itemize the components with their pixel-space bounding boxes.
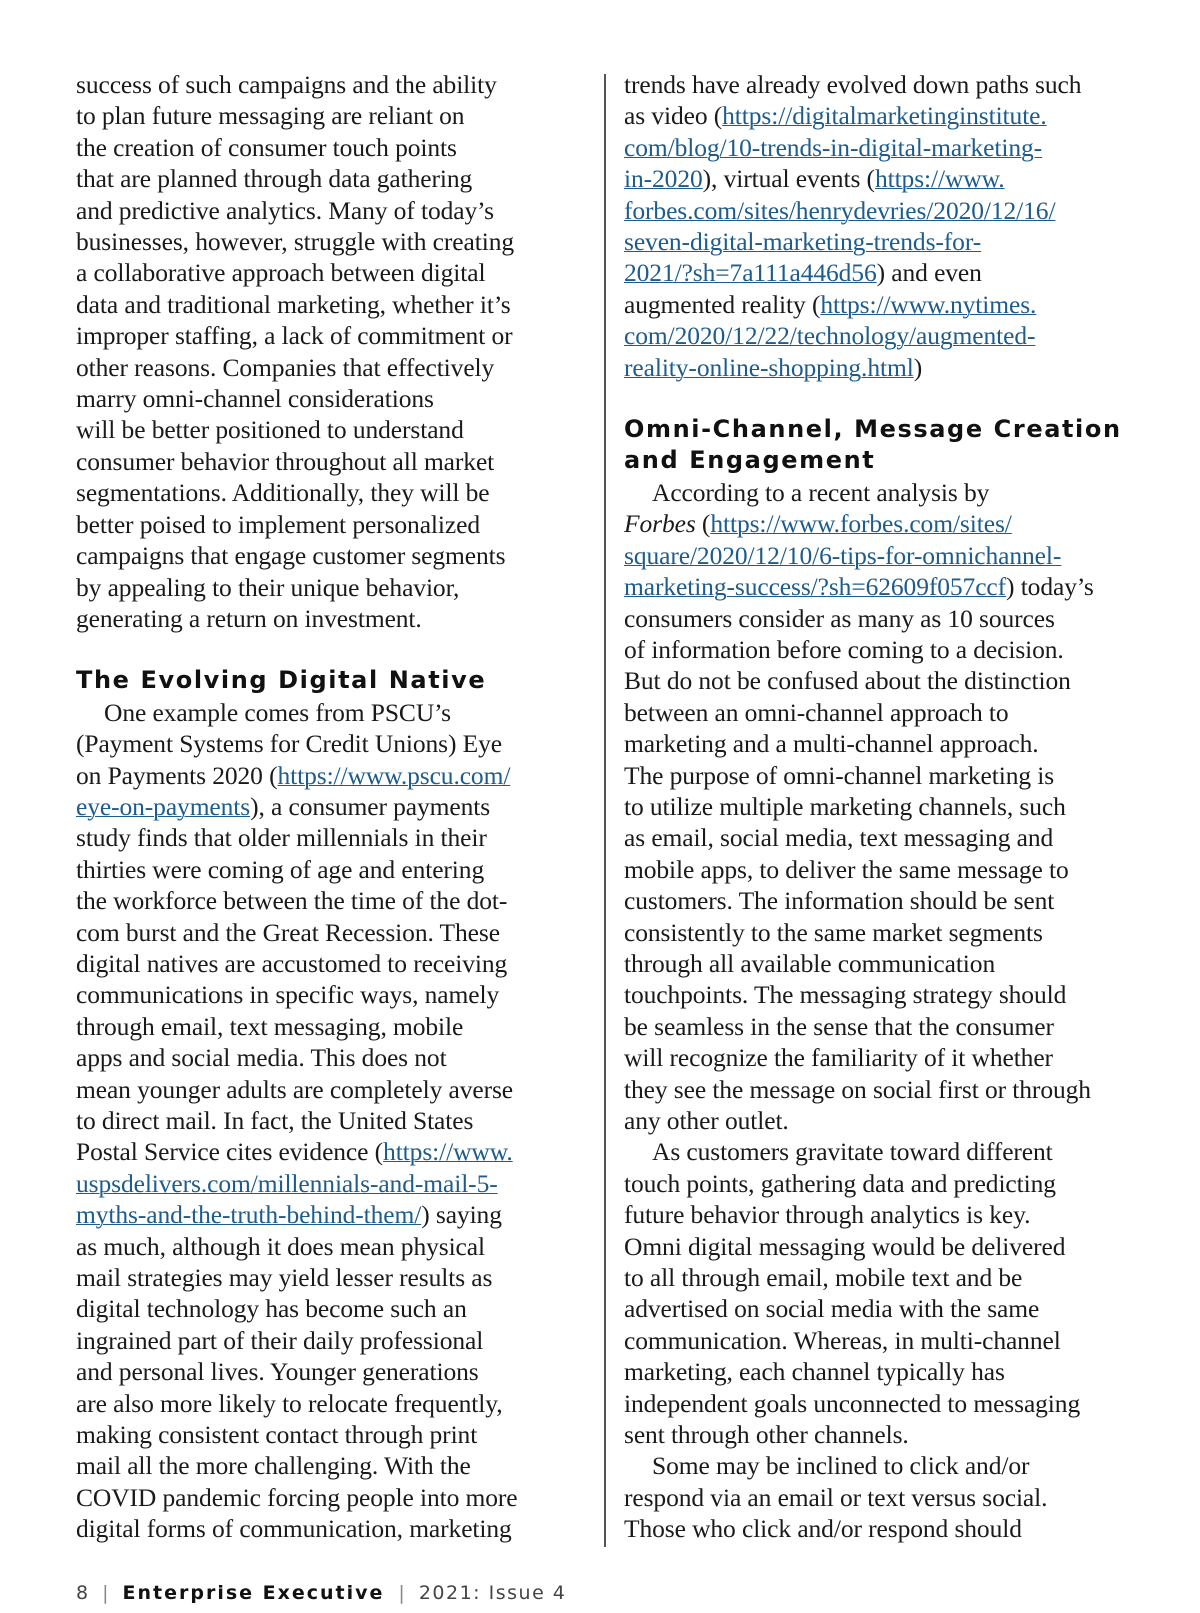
nytimes-link[interactable]: https://www.nytimes. [820, 289, 1037, 319]
text-line: through email, text messaging, mobile [76, 1011, 464, 1041]
text-line: businesses, however, struggle with creating [76, 227, 514, 257]
text-line: reality-online-shopping.html) [624, 352, 923, 382]
text-line: as email, social media, text messaging and [624, 823, 1054, 853]
text-line: improper staffing, a lack of commitment or [76, 321, 513, 351]
publication-name: Enterprise Executive [122, 1582, 385, 1604]
text-line: as video (https://digitalmarketinginstitute. [624, 101, 1047, 131]
text-line [624, 320, 1144, 351]
forbes-omnichannel-link[interactable]: marketing-success/?sh=62609f057ccf [624, 572, 1007, 602]
text-line: According to a recent analysis by [652, 477, 990, 507]
text-line: marry omni-channel considerations [76, 384, 434, 414]
text-line [624, 132, 1144, 163]
text-line: any other outlet. [624, 1106, 789, 1135]
section-heading-omni-channel: and Engagement [624, 446, 876, 475]
text-line: One example comes from PSCU’s [104, 697, 451, 727]
text-line: augmented reality (https://www.nytimes. [624, 289, 1037, 319]
text-line: better poised to implement personalized [76, 509, 480, 539]
text-line: But do not be confused about the distinction [624, 666, 1071, 696]
digital-native-paragraph [76, 697, 586, 1545]
intro-paragraph [76, 69, 586, 634]
text-line: to plan future messaging are reliant on [76, 101, 465, 131]
text-line: through all available communication [624, 948, 996, 978]
footer-separator: | [102, 1582, 109, 1604]
text-line: consistently to the same market segments [624, 917, 1043, 947]
usps-link[interactable]: uspsdelivers.com/millennials-and-mail-5- [76, 1168, 498, 1198]
text-line: as much, although it does mean physical [76, 1231, 485, 1261]
text-line: apps and social media. This does not [76, 1043, 447, 1073]
text-line: segmentations. Additionally, they will be [76, 478, 490, 508]
text-line: mail all the more challenging. With the [76, 1451, 471, 1481]
text-line: digital forms of communication, marketing [76, 1514, 512, 1544]
paragraph-gap [76, 634, 586, 665]
text-line: COVID pandemic forcing people into more [76, 1482, 518, 1512]
text-line: touch points, gathering data and predicting [624, 1168, 1056, 1198]
text-line: the workforce between the time of the dot- [76, 886, 508, 916]
text-line: they see the message on social first or through [624, 1074, 1091, 1104]
footer-separator: | [398, 1582, 405, 1604]
text-line: communication. Whereas, in multi-channel [624, 1325, 1061, 1355]
forbes-events-link[interactable]: https://www. [874, 164, 1005, 194]
usps-link[interactable]: https://www. [383, 1137, 513, 1167]
right-column [624, 69, 1144, 1545]
text-line: advertised on social media with the same [624, 1294, 1040, 1324]
text-line: ingrained part of their daily professional [76, 1325, 484, 1355]
text-line: digital technology has become such an [76, 1294, 467, 1324]
text-line: Forbes (https://www.forbes.com/sites/ [624, 509, 1012, 539]
column-divider [604, 74, 606, 1547]
text-line: that are planned through data gathering [76, 164, 473, 194]
text-line: marketing-success/?sh=62609f057ccf) today’s [624, 572, 1094, 602]
section-heading-omni-channel: Omni-Channel, Message Creation [624, 415, 1122, 444]
text-line: will recognize the familiarity of it whether [624, 1043, 1053, 1073]
text-line: communications in specific ways, namely [76, 980, 500, 1010]
usps-link[interactable]: myths-and-the-truth-behind-them/ [76, 1200, 422, 1230]
text-line: a collaborative approach between digital [76, 258, 486, 288]
text-line: on Payments 2020 (https://www.pscu.com/ [76, 760, 511, 790]
page-number: 8 [76, 1582, 89, 1604]
pscu-link[interactable]: eye-on-payments [76, 791, 251, 821]
text-line: other reasons. Companies that effectively [76, 352, 495, 382]
nytimes-link[interactable]: reality-online-shopping.html [624, 352, 914, 382]
text-line [624, 540, 1144, 571]
forbes-events-link[interactable]: forbes.com/sites/henrydevries/2020/12/16/ [624, 195, 1056, 225]
text-line: (Payment Systems for Credit Unions) Eye [76, 729, 503, 759]
text-line: Those who click and/or respond should [624, 1514, 1022, 1544]
text-line: and personal lives. Younger generations [76, 1357, 479, 1387]
section-heading-digital-native: The Evolving Digital Native [76, 666, 487, 695]
text-line: consumer behavior throughout all market [76, 446, 495, 476]
text-line: to all through email, mobile text and be [624, 1263, 1023, 1293]
nytimes-link[interactable]: com/2020/12/22/technology/augmented- [624, 321, 1036, 351]
text-line: the creation of consumer touch points [76, 132, 457, 162]
digital-marketing-institute-link[interactable]: com/blog/10-trends-in-digital-marketing- [624, 132, 1043, 162]
text-line: The purpose of omni-channel marketing is [624, 760, 1055, 790]
text-line: data and traditional marketing, whether it’s [76, 289, 511, 319]
text-line [624, 195, 1144, 226]
text-line: independent goals unconnected to messaging [624, 1388, 1081, 1418]
text-line: sent through other channels. [624, 1420, 909, 1450]
text-line: trends have already evolved down paths such [624, 70, 1082, 99]
text-line: success of such campaigns and the ability [76, 70, 497, 99]
omni-channel-paragraph [624, 477, 1144, 1137]
gravitate-paragraph [624, 1136, 1144, 1450]
paragraph-gap [624, 383, 1144, 414]
text-line: and predictive analytics. Many of today’s [76, 195, 494, 225]
digital-marketing-institute-link[interactable]: https://digitalmarketinginstitute. [722, 101, 1047, 131]
text-line: between an omni-channel approach to [624, 697, 1009, 727]
page-footer [76, 1582, 566, 1604]
text-line: customers. The information should be sent [624, 886, 1055, 916]
text-line [76, 1168, 586, 1199]
trends-paragraph [624, 69, 1144, 383]
forbes-italic: Forbes [624, 509, 696, 539]
text-line: are also more likely to relocate frequently, [76, 1388, 503, 1418]
text-line: com burst and the Great Recession. These [76, 917, 500, 947]
text-line: campaigns that engage customer segments [76, 541, 506, 571]
text-line: touchpoints. The messaging strategy should [624, 980, 1067, 1010]
text-line: study finds that older millennials in their [76, 823, 487, 853]
text-line: digital natives are accustomed to receiving [76, 948, 508, 978]
text-line: marketing, each channel typically has [624, 1357, 1005, 1387]
text-line: respond via an email or text versus social. [624, 1482, 1048, 1512]
click-respond-paragraph [624, 1450, 1144, 1544]
text-line: mail strategies may yield lesser results as [76, 1263, 493, 1293]
text-line: will be better positioned to understand [76, 415, 464, 445]
text-line: be seamless in the sense that the consumer [624, 1011, 1054, 1041]
text-line: Omni digital messaging would be delivered [624, 1231, 1066, 1261]
text-line: future behavior through analytics is key. [624, 1200, 1031, 1230]
text-line: Some may be inclined to click and/or [652, 1451, 1030, 1481]
text-line: marketing and a multi-channel approach. [624, 729, 1039, 759]
text-line [624, 226, 1144, 257]
text-line: of information before coming to a decision. [624, 634, 1064, 664]
text-line: to direct mail. In fact, the United States [76, 1106, 474, 1135]
text-line: in-2020), virtual events (https://www. [624, 164, 1005, 194]
forbes-events-link[interactable]: 2021/?sh=7a111a446d56 [624, 258, 877, 288]
text-line: thirties were coming of age and entering [76, 854, 485, 884]
text-line: consumers consider as many as 10 sources [624, 603, 1055, 633]
text-line: mobile apps, to deliver the same message to [624, 854, 1069, 884]
forbes-events-link[interactable]: seven-digital-marketing-trends-for- [624, 227, 982, 257]
text-line: mean younger adults are completely averse [76, 1074, 514, 1104]
forbes-omnichannel-link[interactable]: https://www.forbes.com/sites/ [710, 509, 1012, 539]
forbes-omnichannel-link[interactable]: square/2020/12/10/6-tips-for-omnichannel- [624, 540, 1062, 570]
left-column [76, 69, 586, 1545]
issue-label: 2021: Issue 4 [418, 1582, 567, 1604]
text-line: As customers gravitate toward different [652, 1137, 1053, 1167]
text-line: Postal Service cites evidence (https://www. [76, 1137, 513, 1167]
text-line: generating a return on investment. [76, 603, 422, 633]
text-line: to utilize multiple marketing channels, such [624, 791, 1066, 821]
text-line: eye-on-payments), a consumer payments [76, 791, 491, 821]
text-line: making consistent contact through print [76, 1420, 478, 1450]
text-line: by appealing to their unique behavior, [76, 572, 460, 602]
text-line: 2021/?sh=7a111a446d56) and even [624, 258, 982, 288]
text-line: myths-and-the-truth-behind-them/) saying [76, 1200, 502, 1230]
digital-marketing-institute-link[interactable]: in-2020 [624, 164, 703, 194]
pscu-link[interactable]: https://www.pscu.com/ [277, 760, 511, 790]
